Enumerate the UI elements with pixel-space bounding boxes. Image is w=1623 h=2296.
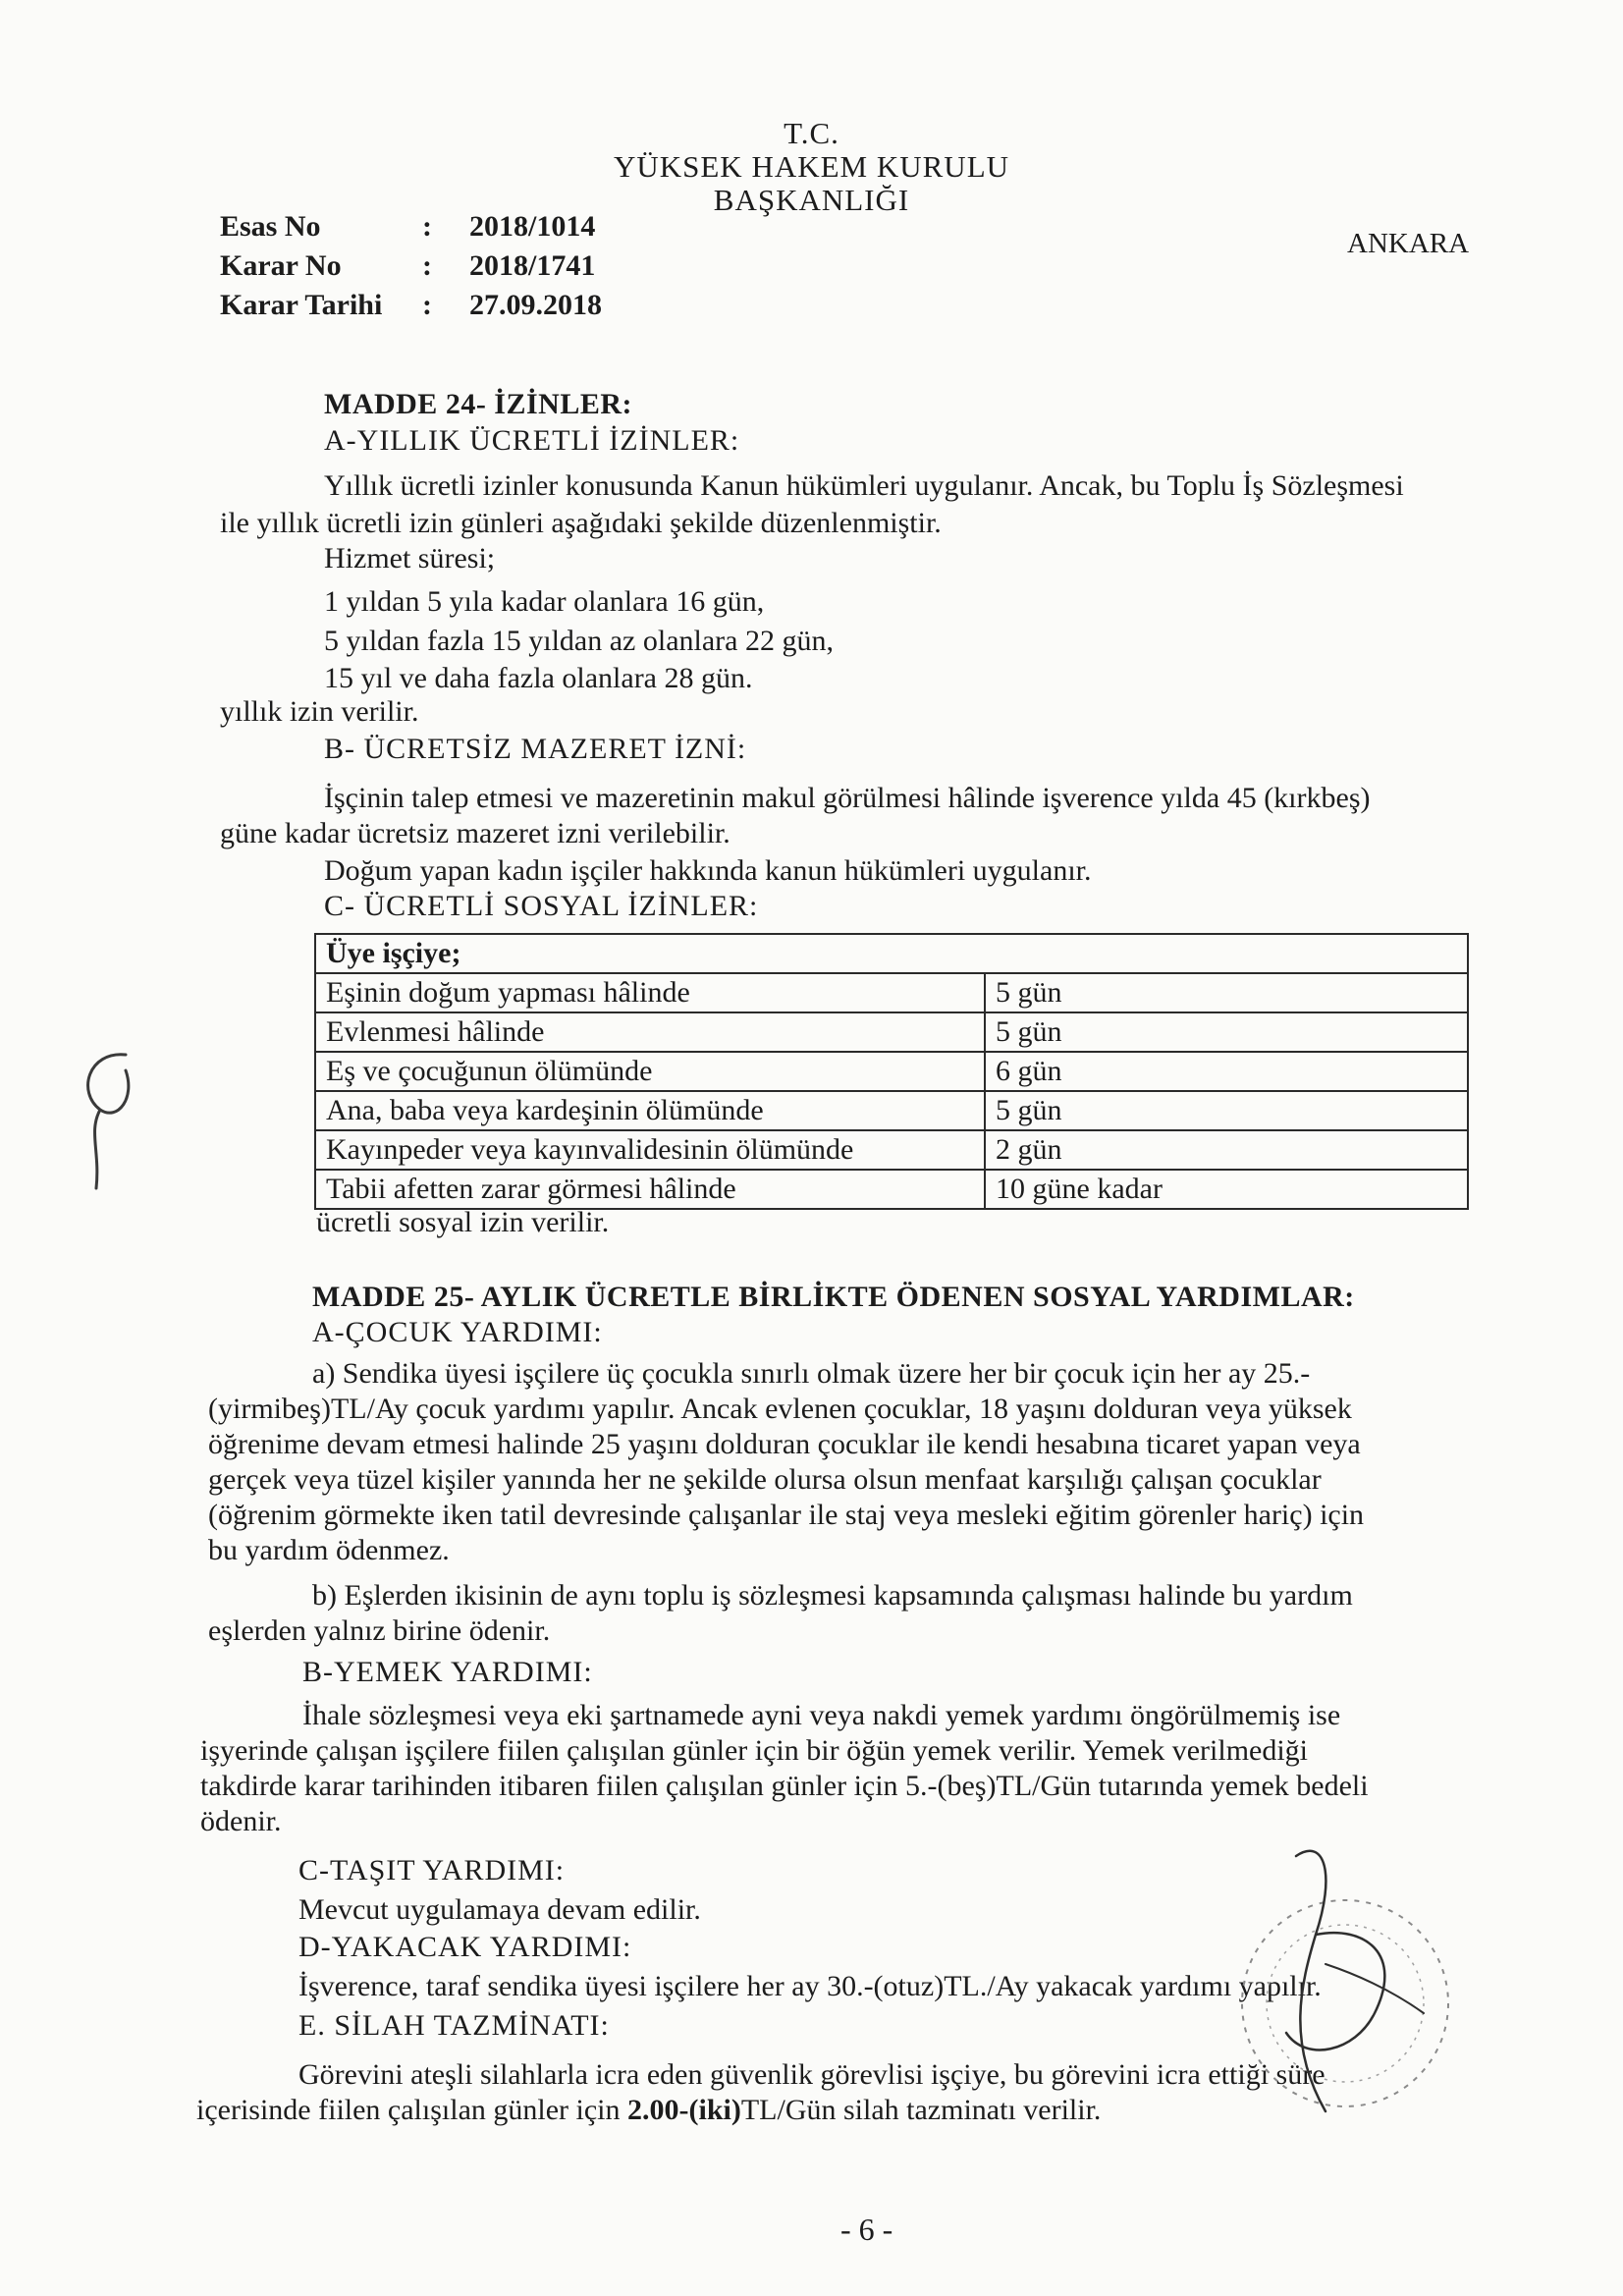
madde24-rule-2: 5 yıldan fazla 15 yıldan az olanlara 22 gün,	[324, 625, 834, 657]
madde24-a-p1-line1: Yıllık ücretli izinler konusunda Kanun hükümleri uygulanır. Ancak, bu Toplu İş Sözleşmesi	[324, 469, 1404, 502]
madde24-verilir: yıllık izin verilir.	[220, 695, 419, 728]
leave-days: 6 gün	[985, 1052, 1468, 1091]
header-tc: T.C.	[784, 116, 839, 150]
madde25-yemek-line2: işyerinde çalışan işçilere fiilen çalışılan günler için bir öğün yemek verilir. Yemek verilmediği	[200, 1734, 1309, 1767]
silah-line2-start: içerisinde fiilen çalışılan günler için	[196, 2094, 628, 2126]
page-number: - 6 -	[840, 2212, 893, 2247]
header-city: ANKARA	[1347, 228, 1470, 259]
madde25-a-line5: (öğrenim görmekte iken tatil devresinde çalışanlar ile staj veya mesleki eğitim görenler hariç) için	[208, 1499, 1365, 1531]
madde24-rule-3: 15 yıl ve daha fazla olanlara 28 gün.	[324, 662, 753, 694]
meta-tarih-sep: :	[422, 289, 432, 321]
madde25-a-line4: gerçek veya tüzel kişiler yanında her ne şekilde olursa olsun menfaat karşılığı çalışan çocuklar	[208, 1463, 1322, 1496]
header-baskanlik: BAŞKANLIĞI	[713, 183, 910, 217]
header-kurul: YÜKSEK HAKEM KURULU	[613, 149, 1010, 184]
leave-days: 10 güne kadar	[985, 1170, 1468, 1209]
silah-amount: 2.00-(iki)	[627, 2094, 741, 2126]
madde25-yemek-title: B-YEMEK YARDIMI:	[302, 1656, 593, 1688]
madde25-b-line1: b) Eşlerden ikisinin de aynı toplu iş sözleşmesi kapsamında çalışması halinde bu yardım	[312, 1579, 1353, 1612]
madde24-hizmet: Hizmet süresi;	[324, 542, 496, 574]
madde24-b-line1: İşçinin talep etmesi ve mazeretinin makul görülmesi hâlinde işverence yılda 45 (kırkbeş)	[324, 782, 1371, 814]
leave-event: Eşinin doğum yapması hâlinde	[315, 973, 985, 1012]
meta-karar-label: Karar No	[220, 249, 342, 282]
madde25-yakacak-title: D-YAKACAK YARDIMI:	[298, 1931, 632, 1963]
table-row	[315, 1130, 1468, 1170]
madde25-a-line3: öğrenime devam etmesi halinde 25 yaşını dolduran çocuklar ile kendi hesabına ticaret yapan veya	[208, 1428, 1361, 1460]
madde25-tasit-line1: Mevcut uygulamaya devam edilir.	[298, 1893, 701, 1926]
social-leave-table	[314, 933, 1469, 1210]
madde25-a-line6: bu yardım ödenmez.	[208, 1534, 450, 1566]
meta-tarih-value: 27.09.2018	[469, 289, 602, 321]
silah-line2-end: TL/Gün silah tazminatı verilir.	[740, 2094, 1102, 2126]
leave-event: Kayınpeder veya kayınvalidesinin ölümünde	[315, 1130, 985, 1170]
madde24-c-title: C- ÜCRETLİ SOSYAL İZİNLER:	[324, 890, 759, 922]
table-row	[315, 973, 1468, 1012]
meta-esas-label: Esas No	[220, 210, 321, 243]
leave-event: Eş ve çocuğunun ölümünde	[315, 1052, 985, 1091]
madde24-b-line2: güne kadar ücretsiz mazeret izni verilebilir.	[220, 817, 730, 849]
leave-event: Ana, baba veya kardeşinin ölümünde	[315, 1091, 985, 1130]
madde25-a-line1: a) Sendika üyesi işçilere üç çocukla sınırlı olmak üzere her bir çocuk için her ay 25.-	[312, 1357, 1311, 1390]
madde24-rule-1: 1 yıldan 5 yıla kadar olanlara 16 gün,	[324, 585, 765, 618]
leave-days: 5 gün	[985, 973, 1468, 1012]
table-row	[315, 1012, 1468, 1052]
madde25-a-line2: (yirmibeş)TL/Ay çocuk yardımı yapılır. Ancak evlenen çocuklar, 18 yaşını dolduran veya yüksek	[208, 1393, 1352, 1425]
madde25-silah-line1: Görevini ateşli silahlarla icra eden güvenlik görevlisi işçiye, bu görevini icra ettiği süre	[298, 2058, 1325, 2091]
meta-karar-value: 2018/1741	[469, 249, 596, 282]
meta-tarih-label: Karar Tarihi	[220, 289, 383, 321]
madde25-yemek-line3: takdirde karar tarihinden itibaren fiilen çalışılan günler için 5.-(beş)TL/Gün tutarında yemek bedeli	[200, 1770, 1369, 1802]
madde25-title: MADDE 25- AYLIK ÜCRETLE BİRLİKTE ÖDENEN SOSYAL YARDIMLAR:	[312, 1281, 1355, 1313]
madde25-silah-line2	[196, 2094, 1101, 2127]
madde24-title: MADDE 24- İZİNLER:	[324, 388, 633, 420]
madde24-a-title: A-YILLIK ÜCRETLİ İZİNLER:	[324, 424, 740, 457]
madde25-yemek-line4: ödenir.	[200, 1805, 282, 1837]
meta-esas-sep: :	[422, 210, 432, 243]
madde25-a-title: A-ÇOCUK YARDIMI:	[312, 1316, 603, 1348]
leave-event: Tabii afetten zarar görmesi hâlinde	[315, 1170, 985, 1209]
meta-karar-sep: :	[422, 249, 432, 282]
madde25-yakacak-line1: İşverence, taraf sendika üyesi işçilere her ay 30.-(otuz)TL./Ay yakacak yardımı yapılır.	[298, 1970, 1322, 2002]
table-row	[315, 1052, 1468, 1091]
madde24-a-p1-line2: ile yıllık ücretli izin günleri aşağıdaki şekilde düzenlenmiştir.	[220, 507, 942, 539]
madde24-b-title: B- ÜCRETSİZ MAZERET İZNİ:	[324, 733, 747, 765]
madde25-yemek-line1: İhale sözleşmesi veya eki şartnamede ayni veya nakdi yemek yardımı öngörülmemiş ise	[302, 1699, 1341, 1731]
leave-days: 5 gün	[985, 1091, 1468, 1130]
madde25-silah-title: E. SİLAH TAZMİNATI:	[298, 2009, 610, 2042]
table-header-row	[315, 934, 1468, 973]
table-header: Üye işçiye;	[315, 934, 1468, 973]
leave-days: 2 gün	[985, 1130, 1468, 1170]
madde24-dogum: Doğum yapan kadın işçiler hakkında kanun hükümleri uygulanır.	[324, 854, 1092, 887]
leave-days: 5 gün	[985, 1012, 1468, 1052]
madde24-c-footer: ücretli sosyal izin verilir.	[316, 1206, 610, 1238]
madde25-b-line2: eşlerden yalnız birine ödenir.	[208, 1614, 551, 1647]
table-row	[315, 1091, 1468, 1130]
table-row	[315, 1170, 1468, 1209]
leave-event: Evlenmesi hâlinde	[315, 1012, 985, 1052]
madde25-tasit-title: C-TAŞIT YARDIMI:	[298, 1854, 566, 1886]
handwritten-initial	[49, 1041, 157, 1198]
meta-esas-value: 2018/1014	[469, 210, 596, 243]
